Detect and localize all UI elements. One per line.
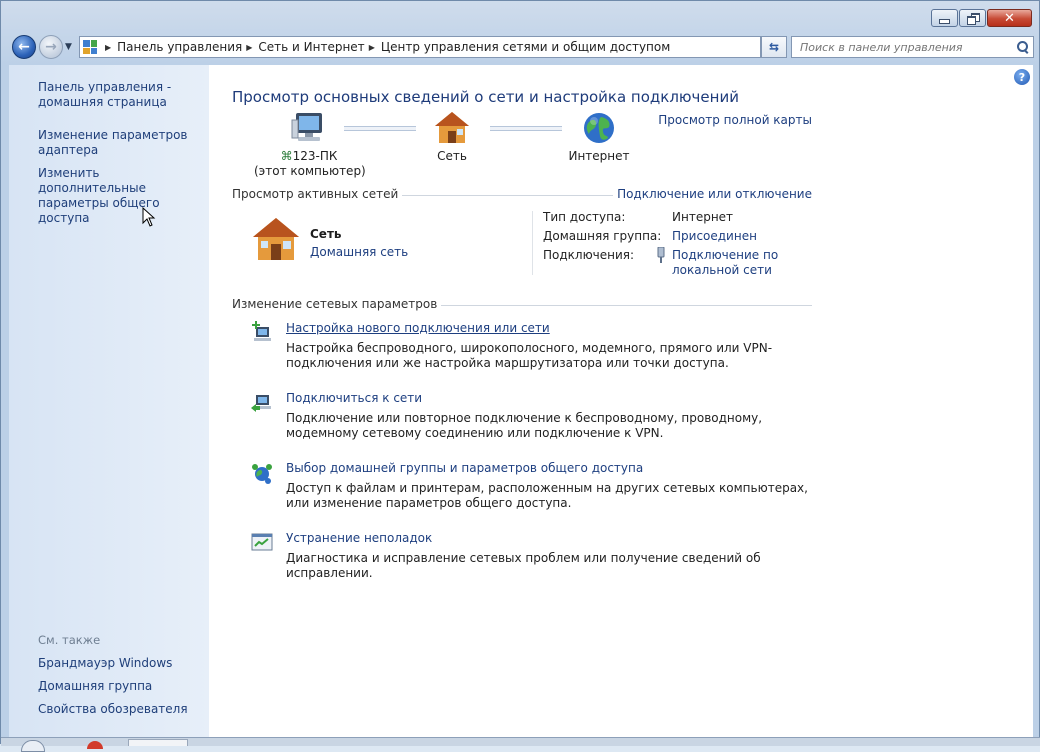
active-networks-title: Просмотр активных сетей <box>232 187 402 201</box>
task-new-connection-link[interactable]: Настройка нового подключения или сети <box>286 321 550 335</box>
connect-disconnect-link[interactable]: Подключение или отключение <box>613 187 812 201</box>
task-homegroup-link[interactable]: Выбор домашней группы и параметров общего доступа <box>286 461 644 475</box>
sidebar-link-firewall[interactable]: Брандмауэр Windows <box>38 656 173 670</box>
close-icon: ✕ <box>1004 10 1015 26</box>
sidebar-link-advanced-sharing[interactable]: Изменить дополнительные параметры общего доступа <box>38 166 160 225</box>
help-button[interactable] <box>1014 69 1030 85</box>
breadcrumb-separator-icon[interactable]: ▶ <box>105 42 112 52</box>
minimize-button[interactable] <box>931 9 958 27</box>
internet-label: Интернет <box>568 149 630 163</box>
back-button[interactable] <box>12 35 36 59</box>
sidebar-link-adapter-settings[interactable]: Изменение параметров адаптера <box>38 128 188 157</box>
page-title: Просмотр основных сведений о сети и настройка подключений <box>232 88 739 106</box>
breadcrumb-control-panel[interactable]: Панель управления <box>117 40 243 54</box>
search-box[interactable] <box>791 36 1034 58</box>
network-globe-small-icon: ⌘ <box>280 149 293 163</box>
change-settings-title: Изменение сетевых параметров <box>232 297 441 311</box>
local-connection-link[interactable]: Подключение по локальной сети <box>672 248 779 277</box>
see-also-heading: См. также <box>38 633 101 647</box>
forward-arrow-icon: → <box>45 39 57 55</box>
restore-button[interactable] <box>959 9 986 27</box>
active-network-name: Сеть <box>310 227 342 241</box>
new-connection-icon <box>250 321 274 345</box>
access-type-label: Тип доступа: <box>543 210 626 224</box>
sidebar-link-control-panel-home[interactable]: Панель управления - домашняя страница <box>38 80 172 109</box>
task-troubleshoot-link[interactable]: Устранение неполадок <box>286 531 433 545</box>
breadcrumb-network-internet[interactable]: Сеть и Интернет <box>258 40 365 54</box>
active-network-type-link[interactable]: Домашняя сеть <box>310 245 409 259</box>
forward-button[interactable] <box>39 35 63 59</box>
homegroup-label: Домашняя группа: <box>543 229 662 243</box>
search-icon[interactable] <box>1016 41 1028 53</box>
computer-name: ⌘123-ПК <box>280 149 338 163</box>
minimize-icon <box>939 19 950 24</box>
task-connect-link[interactable]: Подключиться к сети <box>286 391 423 405</box>
globe-icon <box>581 110 617 146</box>
full-map-link[interactable]: Просмотр полной карты <box>658 113 812 127</box>
breadcrumb-separator-icon[interactable]: ▶ <box>246 42 253 52</box>
refresh-button[interactable] <box>761 36 787 58</box>
task-homegroup <box>250 461 810 511</box>
content-area <box>9 65 1033 737</box>
task-homegroup-desc: Доступ к файлам и принтерам, расположенным на других сетевых компьютерах, или изменение параметров общего доступа. <box>286 481 808 510</box>
network-label: Сеть <box>437 149 467 163</box>
mouse-cursor-icon <box>142 207 156 227</box>
task-troubleshoot-desc: Диагностика и исправление сетевых проблем или получение сведений об исправлении. <box>286 551 761 580</box>
home-network-icon <box>250 215 302 265</box>
map-node-network[interactable] <box>422 110 482 164</box>
task-new-connection-desc: Настройка беспроводного, широкополосного, модемного, прямого или VPN-подключения или же настройка маршрутизатора или точки доступа. <box>286 341 773 370</box>
restore-icon <box>967 13 979 23</box>
computer-sub: (этот компьютер) <box>254 164 366 178</box>
refresh-icon: ⇆ <box>768 40 780 54</box>
help-icon: ? <box>1018 70 1026 84</box>
control-panel-icon <box>83 40 97 54</box>
connections-label: Подключения: <box>543 248 635 262</box>
task-troubleshoot <box>250 531 810 580</box>
vertical-divider <box>532 211 533 275</box>
search-input[interactable] <box>800 41 1000 54</box>
task-new-connection <box>250 321 810 371</box>
address-bar[interactable] <box>79 36 761 58</box>
sidebar <box>9 65 209 737</box>
task-connect-desc: Подключение или повторное подключение к беспроводному, проводному, модемному сетевому соединению или подключение к VPN. <box>286 411 763 440</box>
section-divider <box>377 195 642 196</box>
breadcrumb-separator-icon[interactable]: ▶ <box>368 42 375 52</box>
caption-buttons <box>930 9 1032 27</box>
homegroup-link[interactable]: Присоединен <box>672 229 757 243</box>
close-button[interactable] <box>987 9 1032 27</box>
task-connect <box>250 391 810 441</box>
section-divider <box>412 305 812 306</box>
access-type-value: Интернет <box>672 210 734 224</box>
homegroup-sharing-icon <box>250 461 274 485</box>
lan-plug-icon <box>656 247 666 263</box>
back-arrow-icon: ← <box>18 39 30 55</box>
taskbar-window-button[interactable] <box>128 739 188 746</box>
troubleshoot-icon <box>250 531 274 555</box>
map-connector-line <box>344 126 416 131</box>
house-icon <box>432 110 472 146</box>
map-node-internet[interactable] <box>564 110 634 164</box>
navigation-bar <box>9 34 1032 60</box>
sidebar-link-homegroup[interactable]: Домашняя группа <box>38 679 153 693</box>
main-panel <box>232 65 812 737</box>
recent-pages-dropdown[interactable]: ▼ <box>65 42 72 52</box>
computer-icon <box>289 110 329 146</box>
connect-network-icon <box>250 391 274 415</box>
sidebar-link-internet-options[interactable]: Свойства обозревателя <box>38 702 188 716</box>
map-connector-line <box>490 126 562 131</box>
map-node-computer[interactable] <box>254 110 364 179</box>
breadcrumb-network-center[interactable]: Центр управления сетями и общим доступом <box>380 40 671 54</box>
